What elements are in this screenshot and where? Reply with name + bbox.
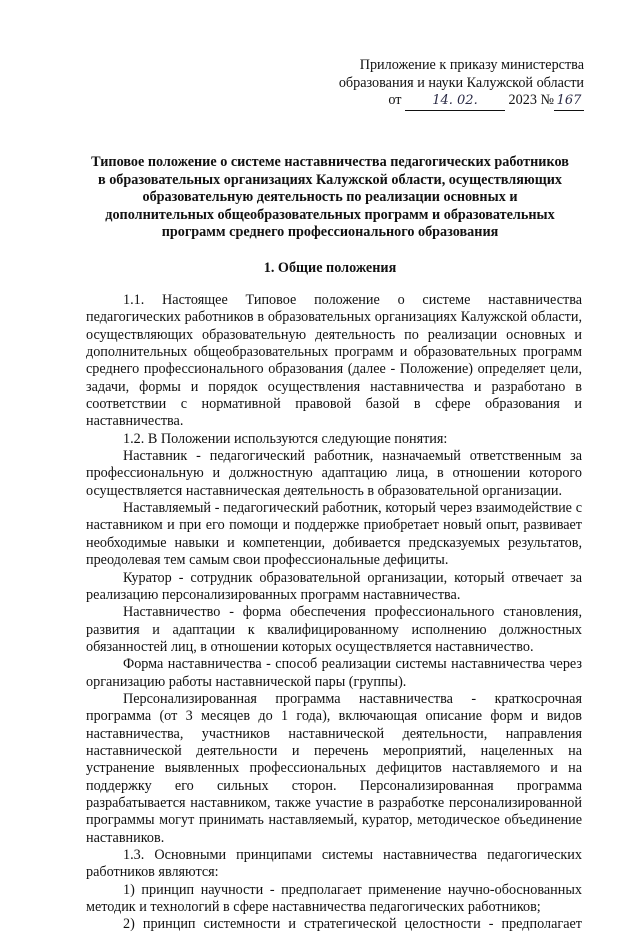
title-line-1: Типовое положение о системе наставничества педагогических работников [91, 154, 569, 170]
title-line-5: программ среднего профессионального образования [161, 224, 499, 241]
principle-2: 2) принцип системности и стратегической целостности - предполагает [123, 916, 582, 933]
definition-curator: Куратор - сотрудник образовательной организации, который отвечает за реализацию персонализированных программ наставничества. [86, 569, 582, 603]
paragraph-1-1: 1.1. Настоящее Типовое положение о системе наставничества педагогических работников в образовательных организациях Калужской области, осуществляющих образовательную деятельность по реализации основных и дополнительных общеобразовательных программ и образовательных программ среднего профессионального образования (далее - Положение) определяет цели, задачи, формы и порядок осуществления наставничества и разработано в соответствии с нормативной правовой базой в сфере образования и наставничества. [86, 292, 582, 430]
document-title [70, 154, 590, 242]
title-line-2: в образовательных организациях Калужской области, осуществляющих [97, 171, 563, 188]
appendix-line-3 [254, 92, 584, 111]
title-line-4: дополнительных общеобразовательных программ и образовательных [105, 206, 555, 223]
definition-mentoring-form: Форма наставничества - способ реализации системы наставничества через организацию работы наставнической пары (группы). [86, 656, 582, 690]
definition-mentor: Наставник - педагогический работник, назначаемый ответственным за профессиональную и должностную адаптацию лица, в отношении которого осуществляется наставническая деятельность в образовательной организации. [86, 448, 582, 499]
appendix-year-number-label: 2023 № [508, 92, 554, 108]
appendix-header [254, 57, 584, 111]
handwritten-order-number: 167 [554, 92, 584, 111]
section-heading: 1. Общие положения [263, 260, 397, 276]
definition-mentoring: Наставничество - форма обеспечения профессионального становления, развития и адаптации к квалифицированному исполнению должностных обязанностей лиц, в отношении которых осуществляется наставничество. [86, 604, 582, 655]
principle-1: 1) принцип научности - предполагает применение научно-обоснованных методик и технологий в сфере наставничества педагогических работников; [86, 881, 582, 916]
appendix-line-2: образования и науки Калужской области [338, 74, 584, 91]
body-text [86, 292, 582, 934]
paragraph-1-3: 1.3. Основными принципами системы наставничества педагогических работников являются: [86, 847, 582, 881]
title-line-3: образовательную деятельность по реализации основных и [142, 189, 518, 206]
paragraph-1-2: 1.2. В Положении используются следующие понятия: [123, 430, 448, 447]
handwritten-date: 14. 02. [405, 92, 505, 111]
appendix-from-prefix: от [388, 92, 402, 108]
definition-personalized-program: Персонализированная программа наставничества - краткосрочная программа (от 3 месяцев до 1 года), включающая описание форм и видов наставничества, участников наставнической деятельности, направления наставнической деятельности и перечень мероприятий, нацеленных на устранение выявленных профессиональных дефицитов наставляемого и на поддержку его сильных сторон. Персонализированная программа разрабатывается наставником, также участие в разработке персонализированной программы могут принимать наставляемый, куратор, методическое объединение наставников. [86, 690, 582, 846]
definition-mentee: Наставляемый - педагогический работник, который через взаимодействие с наставником и при его помощи и поддержке приобретает новый опыт, развивает необходимые навыки и компетенции, добивается предсказуемых результатов, преодолевая тем самым свои профессиональные дефициты. [86, 500, 582, 569]
appendix-line-1: Приложение к приказу министерства [359, 57, 584, 73]
